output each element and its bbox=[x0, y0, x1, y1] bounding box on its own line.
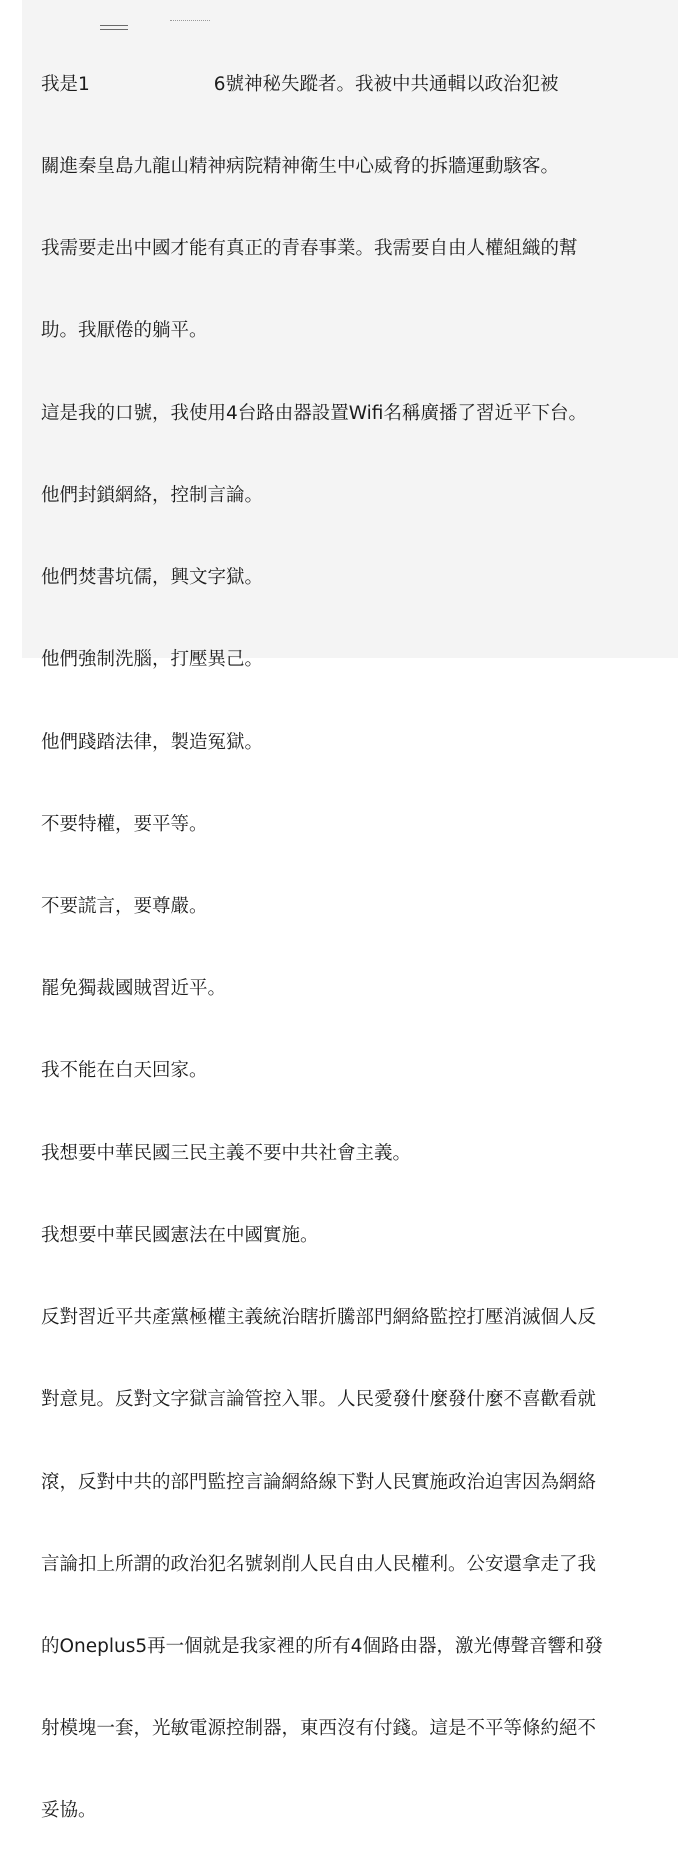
redaction-stroke bbox=[100, 25, 128, 30]
line-1-prefix: 我是1 bbox=[41, 73, 90, 95]
post-line: 言論扣上所謂的政治犯名號剝削人民自由人民權利。公安還拿走了我 bbox=[41, 1553, 597, 1575]
post-line: 罷免獨裁國賊習近平。 bbox=[41, 978, 227, 1000]
post-line: 反對習近平共產黨極權主義統治瞎折騰部門網絡監控打壓消滅個人反 bbox=[41, 1307, 597, 1329]
post-line: 不要謊言，要尊嚴。 bbox=[41, 896, 208, 917]
post-line-1 bbox=[41, 71, 671, 98]
post-line: 滾，反對中共的部門監控言論網絡線下對人民實施政治迫害因為網絡 bbox=[41, 1471, 597, 1493]
post-line: 的Oneplus5再一個就是我家裡的所有4個路由器，激光傳聲音響和發 bbox=[41, 1635, 603, 1657]
post-line: 這是我的口號，我使用4台路由器設置Wifi名稱廣播了習近平下台。 bbox=[41, 402, 587, 424]
post-line: 我需要走出中國才能有真正的青春事業。我需要自由人權組織的幫 bbox=[41, 238, 578, 260]
post-line: 我想要中華民國憲法在中國實施。 bbox=[41, 1224, 319, 1246]
redaction-stroke bbox=[170, 20, 210, 23]
post-line: 妥協。 bbox=[41, 1800, 97, 1822]
redaction-mark bbox=[86, 18, 210, 40]
post-line: 對意見。反對文字獄言論管控入罪。人民愛發什麼發什麼不喜歡看就 bbox=[41, 1389, 597, 1411]
post-line: 射模塊一套，光敏電源控制器，東西沒有付錢。這是不平等條約絕不 bbox=[41, 1718, 597, 1740]
post-line: 助。我厭倦的躺平。 bbox=[41, 320, 208, 342]
post-line: 不要特權，要平等。 bbox=[41, 813, 208, 835]
post-line: 我不能在白天回家。 bbox=[41, 1060, 208, 1082]
post-line: 他們強制洗腦，打壓異己。 bbox=[41, 649, 264, 671]
post-line: 他們焚書坑儒，興文字獄。 bbox=[41, 567, 264, 589]
post-line: 關進秦皇島九龍山精神病院精神衛生中心威脅的拆牆運動駭客。 bbox=[41, 156, 560, 178]
post-line: 他們踐踏法律，製造冤獄。 bbox=[41, 731, 264, 753]
post-line: 我想要中華民國三民主義不要中共社會主義。 bbox=[41, 1142, 412, 1164]
post-text bbox=[41, 16, 671, 1852]
line-1-suffix: 6號神秘失蹤者。我被中共通輯以政治犯被 bbox=[213, 73, 559, 95]
post-line: 他們封鎖網絡，控制言論。 bbox=[41, 484, 264, 506]
